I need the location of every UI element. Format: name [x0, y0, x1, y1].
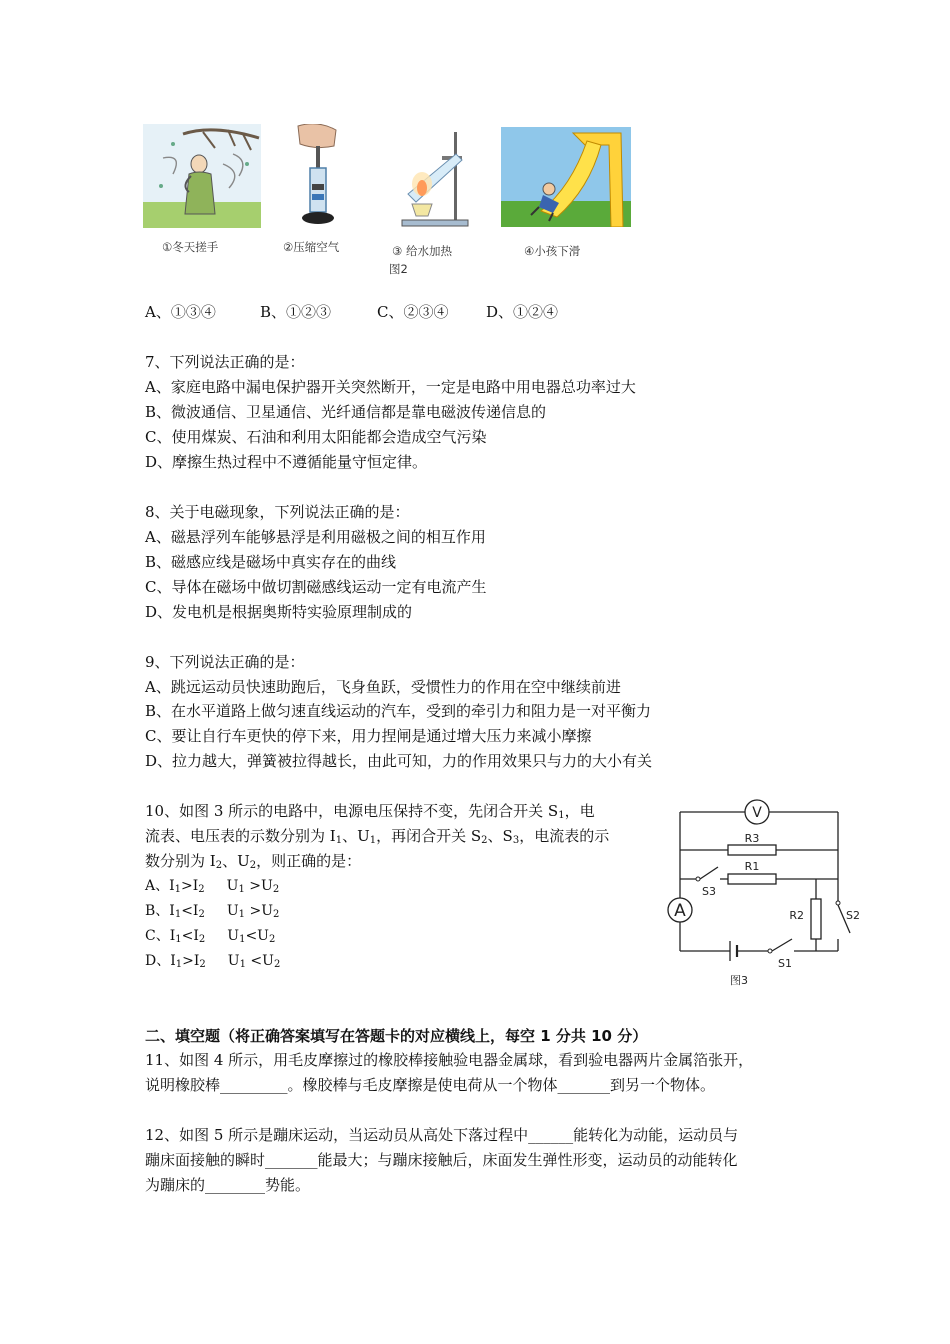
q8-option-a: A、磁悬浮列车能够悬浮是利用磁极之间的相互作用: [145, 528, 486, 546]
q10-stem-line2: 流表、电压表的示数分别为 $I_1$、$U_1$，再闭合开关 $S_2$、$S_3$，电流表的示: [145, 827, 610, 846]
figure-caption-3: ③ 给水加热: [392, 244, 452, 258]
switch-s1: [772, 939, 792, 951]
q8-option-b: B、磁感应线是磁场中真实存在的曲线: [145, 553, 397, 571]
q7-stem: 7、下列说法正确的是：: [145, 353, 305, 371]
q10-stem-line1: 10、如图 3 所示的电路中，电源电压保持不变，先闭合开关 $S_1$，电: [145, 802, 595, 821]
q12-line3: 为蹦床的________势能。: [145, 1176, 311, 1194]
q7-option-b: B、微波通信、卫星通信、光纤通信都是靠电磁波传递信息的: [145, 403, 547, 421]
q9-option-d: D、拉力越大，弹簧被拉得越长，由此可知，力的作用效果只与力的大小有关: [145, 752, 653, 770]
circuit-diagram: [660, 795, 870, 995]
s3-label: S3: [702, 885, 716, 898]
figure-compressing-air: [288, 124, 348, 228]
resistor-r2: [811, 899, 821, 939]
r3-label: R3: [744, 832, 760, 845]
figure-caption-1: ①冬天搓手: [162, 240, 219, 254]
q12-line1: 12、如图 5 所示是蹦床运动，当运动员从高处下落过程中______能转化为动能，运动员与: [145, 1126, 739, 1144]
ammeter-label: A: [674, 901, 686, 921]
q7-option-d: D、摩擦生热过程中不遵循能量守恒定律。: [145, 453, 428, 471]
s1-label: S1: [778, 957, 792, 970]
q8-option-c: C、导体在磁场中做切割磁感线运动一定有电流产生: [145, 578, 487, 596]
q9-option-b: B、在水平道路上做匀速直线运动的汽车，受到的牵引力和阻力是一对平衡力: [145, 702, 652, 720]
figure-heating-water: [398, 124, 474, 234]
figure-winter-rubbing-hands: [143, 124, 261, 228]
q9-stem: 9、下列说法正确的是：: [145, 653, 305, 671]
q10-option-b: B、$I_1<I_2$ $U_1 >U_2$: [145, 903, 280, 920]
s2-label: S2: [846, 909, 860, 922]
q7-option-c: C、使用煤炭、石油和利用太阳能都会造成空气污染: [145, 428, 487, 446]
q8-stem: 8、关于电磁现象，下列说法正确的是：: [145, 503, 410, 521]
q9-option-a: A、跳远运动员快速助跑后，飞身鱼跃，受惯性力的作用在空中继续前进: [145, 678, 621, 696]
q6-option-c: C、②③④: [377, 303, 449, 321]
resistor-r1: [728, 874, 776, 884]
q9-option-c: C、要让自行车更快的停下来，用力捏闸是通过增大压力来减小摩擦: [145, 727, 592, 745]
q11-line1: 11、如图 4 所示，用毛皮摩擦过的橡胶棒接触验电器金属球，看到验电器两片金属箔张开，: [145, 1051, 754, 1069]
figure3-caption: 图3: [730, 974, 748, 987]
q7-option-a: A、家庭电路中漏电保护器开关突然断开，一定是电路中用电器总功率过大: [145, 378, 636, 396]
figure-caption-4: ④小孩下滑: [524, 244, 581, 258]
figure-child-sliding: [501, 127, 631, 227]
q12-line2: 蹦床面接触的瞬时_______能最大；与蹦床接触后，床面发生弹性形变，运动员的动能转化: [145, 1151, 738, 1169]
q10-option-c: C、$I_1<I_2$ $U_1<U_2$: [145, 928, 276, 945]
q10-option-d: D、$I_1>I_2$ $U_1 <U_2$: [145, 953, 281, 970]
q6-option-b: B、①②③: [260, 303, 332, 321]
q11-line2: 说明橡胶棒_________。橡胶棒与毛皮摩擦是使电荷从一个物体_______到另一个物体。: [145, 1076, 716, 1094]
q10-option-a: A、$I_1>I_2$ $U_1 >U_2$: [145, 878, 280, 895]
q8-option-d: D、发电机是根据奥斯特实验原理制成的: [145, 603, 413, 621]
r1-label: R1: [744, 860, 760, 873]
q10-stem-line3: 数分别为 $I_2$、$U_2$，则正确的是：: [145, 852, 362, 871]
section2-heading: 二、填空题（将正确答案填写在答题卡的对应横线上，每空 1 分共 10 分）: [145, 1027, 648, 1045]
figure-label: 图2: [389, 262, 408, 276]
q6-option-d: D、①②④: [486, 303, 559, 321]
r2-label: R2: [789, 909, 804, 922]
voltmeter-label: V: [752, 805, 762, 821]
resistor-r3: [728, 845, 776, 855]
switch-s3: [700, 867, 718, 879]
q6-option-a: A、①③④: [145, 303, 216, 321]
figure-caption-2: ②压缩空气: [283, 240, 340, 254]
